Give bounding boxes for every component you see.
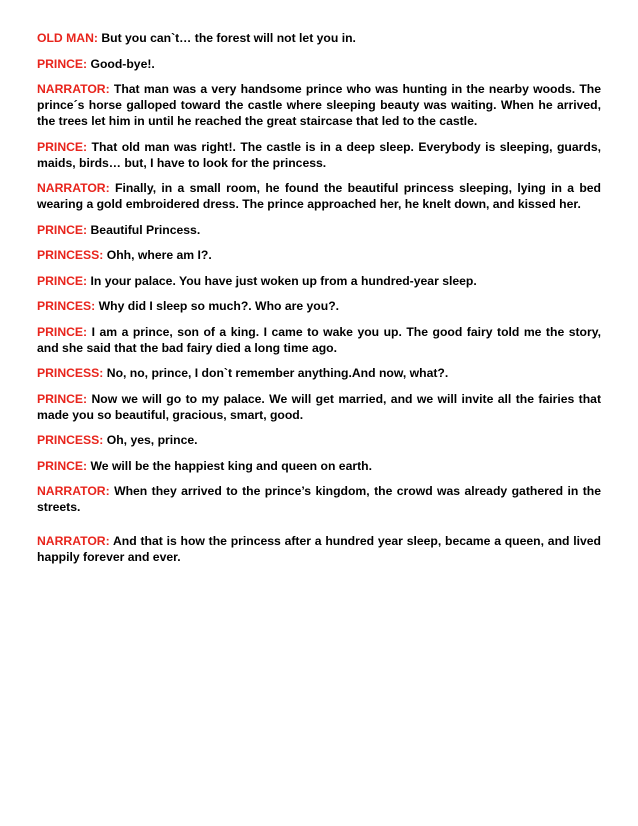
dialogue-text: Oh, yes, prince. [103, 433, 198, 447]
dialogue-line [37, 247, 601, 263]
speaker-label: PRINCES: [37, 299, 96, 313]
dialogue-line [37, 365, 601, 381]
dialogue-text: Now we will go to my palace. We will get married, and we will invite all the fairies that made you so beautiful, gracious, smart, good. [37, 391, 601, 422]
dialogue-line [37, 324, 601, 356]
speaker-label: NARRATOR: [37, 181, 110, 195]
dialogue-text: I am a prince, son of a king. I came to wake you up. The good fairy told me the story, and she said that the bad fairy died a long time ago. [37, 324, 601, 355]
dialogue-line [37, 391, 601, 423]
dialogue-text: And that is how the princess after a hundred year sleep, became a queen, and lived happily forever and ever. [37, 534, 601, 564]
dialogue-line [37, 483, 601, 515]
dialogue-line [37, 81, 601, 129]
dialogue-text: Finally, in a small room, he found the beautiful princess sleeping, lying in a bed wearing a gold embroidered dress. The prince approached her, he knelt down, and kissed her. [37, 181, 601, 211]
script-page [37, 30, 601, 575]
dialogue-text: In your palace. You have just woken up from a hundred-year sleep. [87, 273, 477, 288]
dialogue-text: When they arrived to the prince’s kingdom, the crowd was already gathered in the streets. [37, 484, 601, 514]
dialogue-line [37, 30, 601, 46]
dialogue-line [37, 139, 601, 171]
dialogue-text: We will be the happiest king and queen on earth. [87, 458, 372, 473]
dialogue-text: Why did I sleep so much?. Who are you?. [95, 299, 340, 313]
dialogue-text: That man was a very handsome prince who was hunting in the nearby woods. The prince´s horse galloped toward the castle where sleeping beauty was waiting. When he arrived, the trees let him in until he reached the great staircase that led to the castle. [37, 82, 601, 128]
dialogue-text: Good-bye!. [87, 56, 155, 71]
speaker-label: PRINCE: [37, 222, 88, 237]
speaker-label: PRINCE: [37, 458, 88, 473]
speaker-label: NARRATOR: [37, 484, 110, 498]
speaker-label: PRINCE: [37, 391, 88, 406]
speaker-label: PRINCESS: [37, 248, 104, 262]
dialogue-line [37, 432, 601, 448]
dialogue-line [37, 458, 601, 474]
dialogue-text: Beautiful Princess. [87, 222, 201, 237]
dialogue-line [37, 273, 601, 289]
dialogue-line [37, 222, 601, 238]
dialogue-line [37, 56, 601, 72]
dialogue-line [37, 298, 601, 314]
speaker-label: NARRATOR: [37, 534, 110, 548]
speaker-label: PRINCESS: [37, 366, 104, 380]
dialogue-text: Ohh, where am I?. [103, 248, 212, 262]
speaker-label: PRINCE: [37, 56, 88, 71]
dialogue-line [37, 533, 601, 565]
speaker-label: OLD MAN: [37, 31, 98, 45]
dialogue-text: But you can`t… the forest will not let you in. [97, 31, 356, 45]
speaker-label: PRINCE: [37, 139, 88, 154]
speaker-label: NARRATOR: [37, 82, 110, 96]
speaker-label: PRINCESS: [37, 433, 104, 447]
speaker-label: PRINCE: [37, 273, 88, 288]
dialogue-text: That old man was right!. The castle is in a deep sleep. Everybody is sleeping, guards, maids, birds… but, I have to look for the princess. [37, 139, 601, 170]
dialogue-text: No, no, prince, I don`t remember anything.And now, what?. [103, 366, 449, 380]
speaker-label: PRINCE: [37, 324, 88, 339]
dialogue-line [37, 180, 601, 212]
